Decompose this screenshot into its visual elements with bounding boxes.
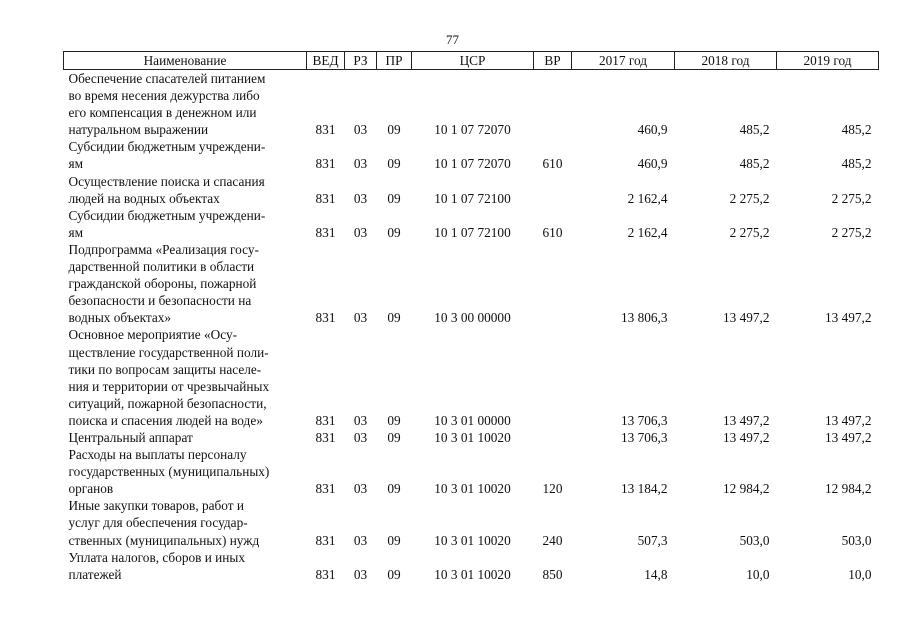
cell-rz: 03 xyxy=(353,156,368,172)
name-line: ям xyxy=(68,156,84,172)
cell-vr: 240 xyxy=(542,532,563,548)
cell-csr: 10 3 01 10020 xyxy=(434,429,511,445)
name-line: Подпрограмма «Реализация госу- xyxy=(68,241,259,257)
name-line: Обеспечение спасателей питанием xyxy=(68,71,266,86)
cell-2019: 12 984,2 xyxy=(824,481,872,497)
table-row xyxy=(64,429,879,446)
cell-pr: 09 xyxy=(387,412,401,428)
name-line: натуральном выражении xyxy=(68,122,209,138)
name-line: гражданской обороны, пожарной xyxy=(68,276,257,292)
name-line: тики по вопросам защиты населе- xyxy=(68,361,262,377)
table-body xyxy=(64,70,879,583)
cell-name xyxy=(64,207,307,241)
cell-2019: 503,0 xyxy=(841,532,872,548)
cell-vr xyxy=(534,241,572,326)
cell-rz: 03 xyxy=(353,532,368,548)
cell-ved: 831 xyxy=(315,310,336,326)
cell-ved: 831 xyxy=(315,156,336,172)
cell-ved: 831 xyxy=(315,190,336,206)
cell-vr xyxy=(534,429,572,446)
cell-vr: 610 xyxy=(542,224,563,240)
name-line: ществление государственной поли- xyxy=(68,344,269,360)
name-line: Осуществление поиска и спасания xyxy=(68,173,265,189)
cell-name xyxy=(64,326,307,429)
cell-name xyxy=(64,70,307,139)
cell-2018: 485,2 xyxy=(739,122,770,138)
cell-csr: 10 3 00 00000 xyxy=(434,310,511,326)
name-line: государственных (муниципальных) xyxy=(68,464,270,480)
cell-ved: 831 xyxy=(315,566,336,582)
cell-2019: 485,2 xyxy=(841,156,872,172)
cell-vr: 120 xyxy=(542,481,563,497)
cell-csr: 10 3 01 10020 xyxy=(434,481,511,497)
cell-2017: 460,9 xyxy=(637,122,668,138)
table-row xyxy=(64,207,879,241)
cell-2017: 14,8 xyxy=(644,566,668,582)
table-row xyxy=(64,138,879,172)
cell-rz: 03 xyxy=(353,566,368,582)
table-row xyxy=(64,549,879,583)
table-row xyxy=(64,241,879,326)
table-row xyxy=(64,446,879,497)
cell-csr: 10 3 01 10020 xyxy=(434,566,511,582)
cell-2019: 13 497,2 xyxy=(824,412,872,428)
cell-ved: 831 xyxy=(315,429,336,445)
cell-ved: 831 xyxy=(315,412,336,428)
cell-rz: 03 xyxy=(353,224,368,240)
name-line: ситуаций, пожарной безопасности, xyxy=(68,395,267,411)
name-line: платежей xyxy=(68,566,122,582)
cell-rz: 03 xyxy=(353,412,368,428)
cell-name xyxy=(64,429,307,446)
cell-2017: 460,9 xyxy=(637,156,668,172)
cell-2018: 2 275,2 xyxy=(729,224,770,240)
cell-2018: 503,0 xyxy=(739,532,770,548)
cell-pr: 09 xyxy=(387,122,401,138)
cell-csr: 10 1 07 72070 xyxy=(434,156,511,172)
name-line: Расходы на выплаты персоналу xyxy=(68,447,247,463)
table-row xyxy=(64,326,879,429)
cell-2017: 13 706,3 xyxy=(620,429,668,445)
cell-2017: 13 806,3 xyxy=(620,310,668,326)
cell-2017: 2 162,4 xyxy=(627,190,668,206)
column-header-vr: ВР xyxy=(534,52,572,70)
cell-ved: 831 xyxy=(315,532,336,548)
cell-csr: 10 1 07 72100 xyxy=(434,190,511,206)
cell-vr xyxy=(534,326,572,429)
cell-vr xyxy=(534,173,572,207)
name-line: Иные закупки товаров, работ и xyxy=(68,498,245,514)
cell-name xyxy=(64,241,307,326)
column-header-ved: ВЕД xyxy=(307,52,345,70)
cell-rz: 03 xyxy=(353,429,368,445)
name-line: ственных (муниципальных) нужд xyxy=(68,532,260,548)
cell-2019: 2 275,2 xyxy=(831,190,872,206)
cell-csr: 10 1 07 72100 xyxy=(434,224,511,240)
cell-ved: 831 xyxy=(315,481,336,497)
cell-2018: 13 497,2 xyxy=(722,429,770,445)
column-header-rz: РЗ xyxy=(345,52,377,70)
name-line: Субсидии бюджетным учреждени- xyxy=(68,139,266,155)
name-line: его компенсация в денежном или xyxy=(68,105,257,121)
cell-2018: 485,2 xyxy=(739,156,770,172)
cell-name xyxy=(64,138,307,172)
cell-2018: 13 497,2 xyxy=(722,310,770,326)
name-line: услуг для обеспечения государ- xyxy=(68,515,248,531)
name-line: водных объектах» xyxy=(68,310,172,326)
column-header-csr: ЦСР xyxy=(412,52,534,70)
cell-2019: 10,0 xyxy=(848,566,872,582)
name-line: Центральный аппарат xyxy=(68,429,193,445)
cell-name xyxy=(64,446,307,497)
cell-vr: 850 xyxy=(542,566,563,582)
cell-pr: 09 xyxy=(387,310,401,326)
column-header-2017: 2017 год xyxy=(572,52,675,70)
cell-name xyxy=(64,173,307,207)
column-header-2019: 2019 год xyxy=(777,52,879,70)
cell-csr: 10 3 01 00000 xyxy=(434,412,511,428)
name-line: дарственной политики в области xyxy=(68,259,255,275)
cell-rz: 03 xyxy=(353,481,368,497)
name-line: поиска и спасения людей на воде» xyxy=(68,412,263,428)
table-header-row xyxy=(64,52,879,70)
cell-csr: 10 1 07 72070 xyxy=(434,122,511,138)
column-header-name: Наименование xyxy=(64,52,307,70)
name-line: ям xyxy=(68,224,84,240)
cell-vr xyxy=(534,70,572,139)
cell-vr: 610 xyxy=(542,156,563,172)
name-line: во время несения дежурства либо xyxy=(68,88,260,104)
column-header-pr: ПР xyxy=(377,52,412,70)
cell-rz: 03 xyxy=(353,310,368,326)
column-header-2018: 2018 год xyxy=(675,52,777,70)
cell-2017: 13 706,3 xyxy=(620,412,668,428)
table-row xyxy=(64,70,879,139)
cell-csr: 10 3 01 10020 xyxy=(434,532,511,548)
cell-2019: 2 275,2 xyxy=(831,224,872,240)
table-row xyxy=(64,497,879,548)
cell-ved: 831 xyxy=(315,224,336,240)
page-number: 77 xyxy=(446,32,459,47)
name-line: ния и территории от чрезвычайных xyxy=(68,378,270,394)
cell-2019: 13 497,2 xyxy=(824,429,872,445)
cell-2018: 10,0 xyxy=(746,566,770,582)
cell-pr: 09 xyxy=(387,481,401,497)
cell-pr: 09 xyxy=(387,224,401,240)
name-line: органов xyxy=(68,481,114,497)
cell-2019: 13 497,2 xyxy=(824,310,872,326)
cell-pr: 09 xyxy=(387,532,401,548)
cell-2018: 13 497,2 xyxy=(722,412,770,428)
cell-2017: 2 162,4 xyxy=(627,224,668,240)
cell-2018: 12 984,2 xyxy=(722,481,770,497)
name-line: Субсидии бюджетным учреждени- xyxy=(68,207,266,223)
budget-table xyxy=(63,51,879,583)
cell-rz: 03 xyxy=(353,190,368,206)
cell-rz: 03 xyxy=(353,122,368,138)
cell-2018: 2 275,2 xyxy=(729,190,770,206)
cell-pr: 09 xyxy=(387,566,401,582)
name-line: людей на водных объектах xyxy=(68,190,220,206)
name-line: Уплата налогов, сборов и иных xyxy=(68,549,246,565)
name-line: безопасности и безопасности на xyxy=(68,293,252,309)
cell-pr: 09 xyxy=(387,190,401,206)
cell-2019: 485,2 xyxy=(841,122,872,138)
name-line: Основное мероприятие «Осу- xyxy=(68,327,238,343)
cell-pr: 09 xyxy=(387,429,401,445)
cell-ved: 831 xyxy=(315,122,336,138)
cell-name xyxy=(64,549,307,583)
cell-2017: 507,3 xyxy=(637,532,668,548)
cell-2017: 13 184,2 xyxy=(620,481,668,497)
cell-name xyxy=(64,497,307,548)
cell-pr: 09 xyxy=(387,156,401,172)
table-row xyxy=(64,173,879,207)
